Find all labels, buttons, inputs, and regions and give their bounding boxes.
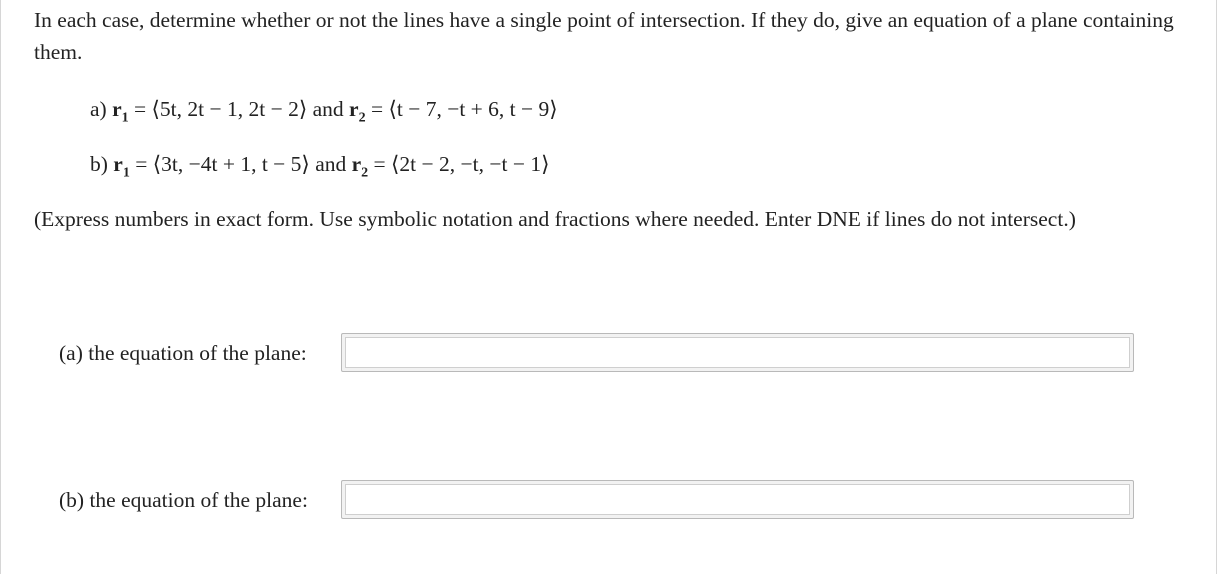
case-a-r2-name: $r_2$ xyxy=(349,97,366,126)
case-b xyxy=(90,149,550,188)
case-b-equals-1: = xyxy=(135,152,153,176)
case-b-label: b) xyxy=(90,152,108,176)
case-a-r2-expression: ⟨t − 7, −t + 6, t − 9⟩ xyxy=(388,97,558,121)
answer-b-label: (b) the equation of the plane: xyxy=(59,488,308,512)
case-b-r2-expression: ⟨2t − 2, −t, −t − 1⟩ xyxy=(391,152,550,176)
case-b-connector: and xyxy=(315,152,347,176)
answer-a-input[interactable] xyxy=(341,333,1134,372)
case-a-r1-expression: ⟨5t, 2t − 1, 2t − 2⟩ xyxy=(151,97,308,121)
case-a-equals-2: = xyxy=(370,97,389,121)
case-b-equals-2: = xyxy=(373,152,392,176)
case-b-r1-name: $r_1$ xyxy=(113,152,130,181)
case-a-label: a) xyxy=(90,97,107,121)
answer-b-input[interactable] xyxy=(341,480,1134,519)
case-a-equals-1: = xyxy=(134,97,152,121)
case-a xyxy=(90,94,558,133)
question-prompt: In each case, determine whether or not the lines have a single point of intersection. If they do, give an equation of a plane containing them. xyxy=(34,8,1174,64)
answer-a-label: (a) the equation of the plane: xyxy=(59,341,307,365)
case-a-r1-name: $r_1$ xyxy=(112,97,129,126)
answer-row-b xyxy=(59,480,1135,520)
instructions-note: (Express numbers in exact form. Use symbolic notation and fractions where needed. Enter DNE if lines do not intersect.) xyxy=(34,207,1076,231)
case-b-r2-name: $r_2$ xyxy=(351,152,369,181)
case-a-connector: and xyxy=(312,97,344,121)
answer-row-a xyxy=(59,333,1135,373)
case-b-r1-expression: ⟨3t, −4t + 1, t − 5⟩ xyxy=(152,152,310,176)
